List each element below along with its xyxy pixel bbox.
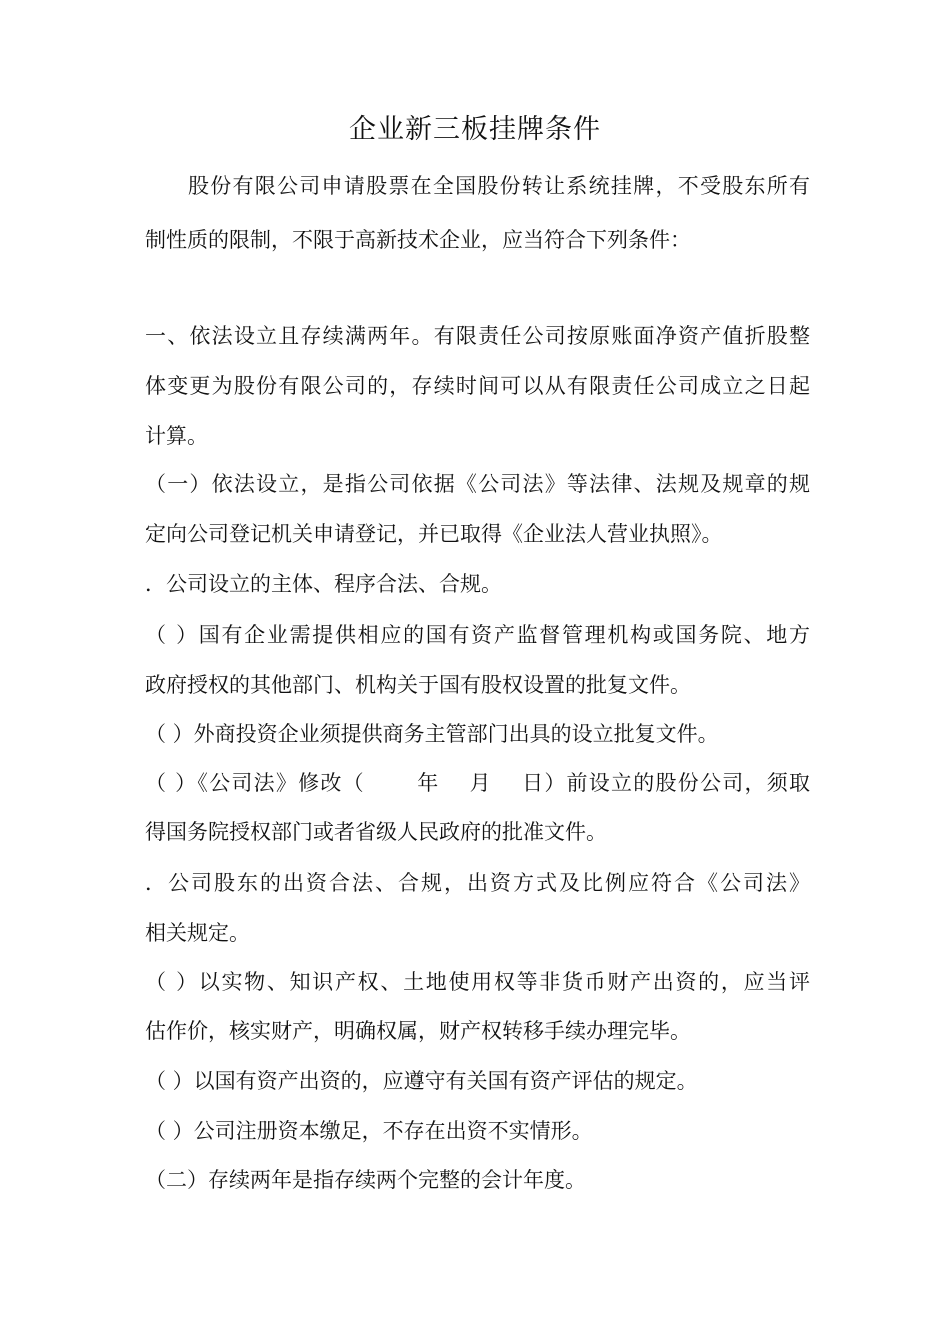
clause-2-line: （二）存续两年是指存续两个完整的会计年度。 — [145, 1168, 586, 1192]
item-2-line-2: 相关规定。 — [145, 921, 250, 945]
clause-1-line-1: （一）依法设立，是指公司依据《公司法》等法律、法规及规章的规 — [145, 472, 810, 496]
section-1-line-2: 体变更为股份有限公司的，存续时间可以从有限责任公司成立之日起 — [145, 374, 810, 398]
sub-item-4-line-1: （ ）以实物、知识产权、土地使用权等非货币财产出资的，应当评 — [145, 970, 810, 994]
intro-line-1: 股份有限公司申请股票在全国股份转让系统挂牌，不受股东所有 — [188, 174, 810, 198]
item-1-line: ．公司设立的主体、程序合法、合规。 — [145, 572, 502, 596]
sub-item-1-line-2: 政府授权的其他部门、机构关于国有股权设置的批复文件。 — [145, 673, 691, 697]
sub-item-5-line: （ ）以国有资产出资的，应遵守有关国有资产评估的规定。 — [145, 1069, 698, 1093]
page-title: 企业新三板挂牌条件 — [349, 114, 601, 145]
item-2-line-1: ．公司股东的出资合法、合规，出资方式及比例应符合《公司法》 — [145, 871, 810, 895]
section-1-line-1: 一、依法设立且存续满两年。有限责任公司按原账面净资产值折股整 — [145, 324, 810, 348]
sub-item-6-line: （ ）公司注册资本缴足，不存在出资不实情形。 — [145, 1119, 593, 1143]
sub-item-3-line-1: （ ）《公司法》修改（ 年 月 日）前设立的股份公司，须取 — [145, 771, 810, 795]
sub-item-2-line: （ ）外商投资企业须提供商务主管部门出具的设立批复文件。 — [145, 722, 719, 746]
clause-1-line-2: 定向公司登记机关申请登记，并已取得《企业法人营业执照》。 — [145, 522, 723, 546]
section-1-line-3: 计算。 — [145, 424, 208, 448]
intro-line-2: 制性质的限制，不限于高新技术企业，应当符合下列条件： — [145, 228, 691, 252]
sub-item-3-line-2: 得国务院授权部门或者省级人民政府的批准文件。 — [145, 820, 607, 844]
sub-item-4-line-2: 估作价，核实财产，明确权属，财产权转移手续办理完毕。 — [145, 1019, 691, 1043]
sub-item-1-line-1: （ ）国有企业需提供相应的国有资产监督管理机构或国务院、地方 — [145, 623, 810, 647]
